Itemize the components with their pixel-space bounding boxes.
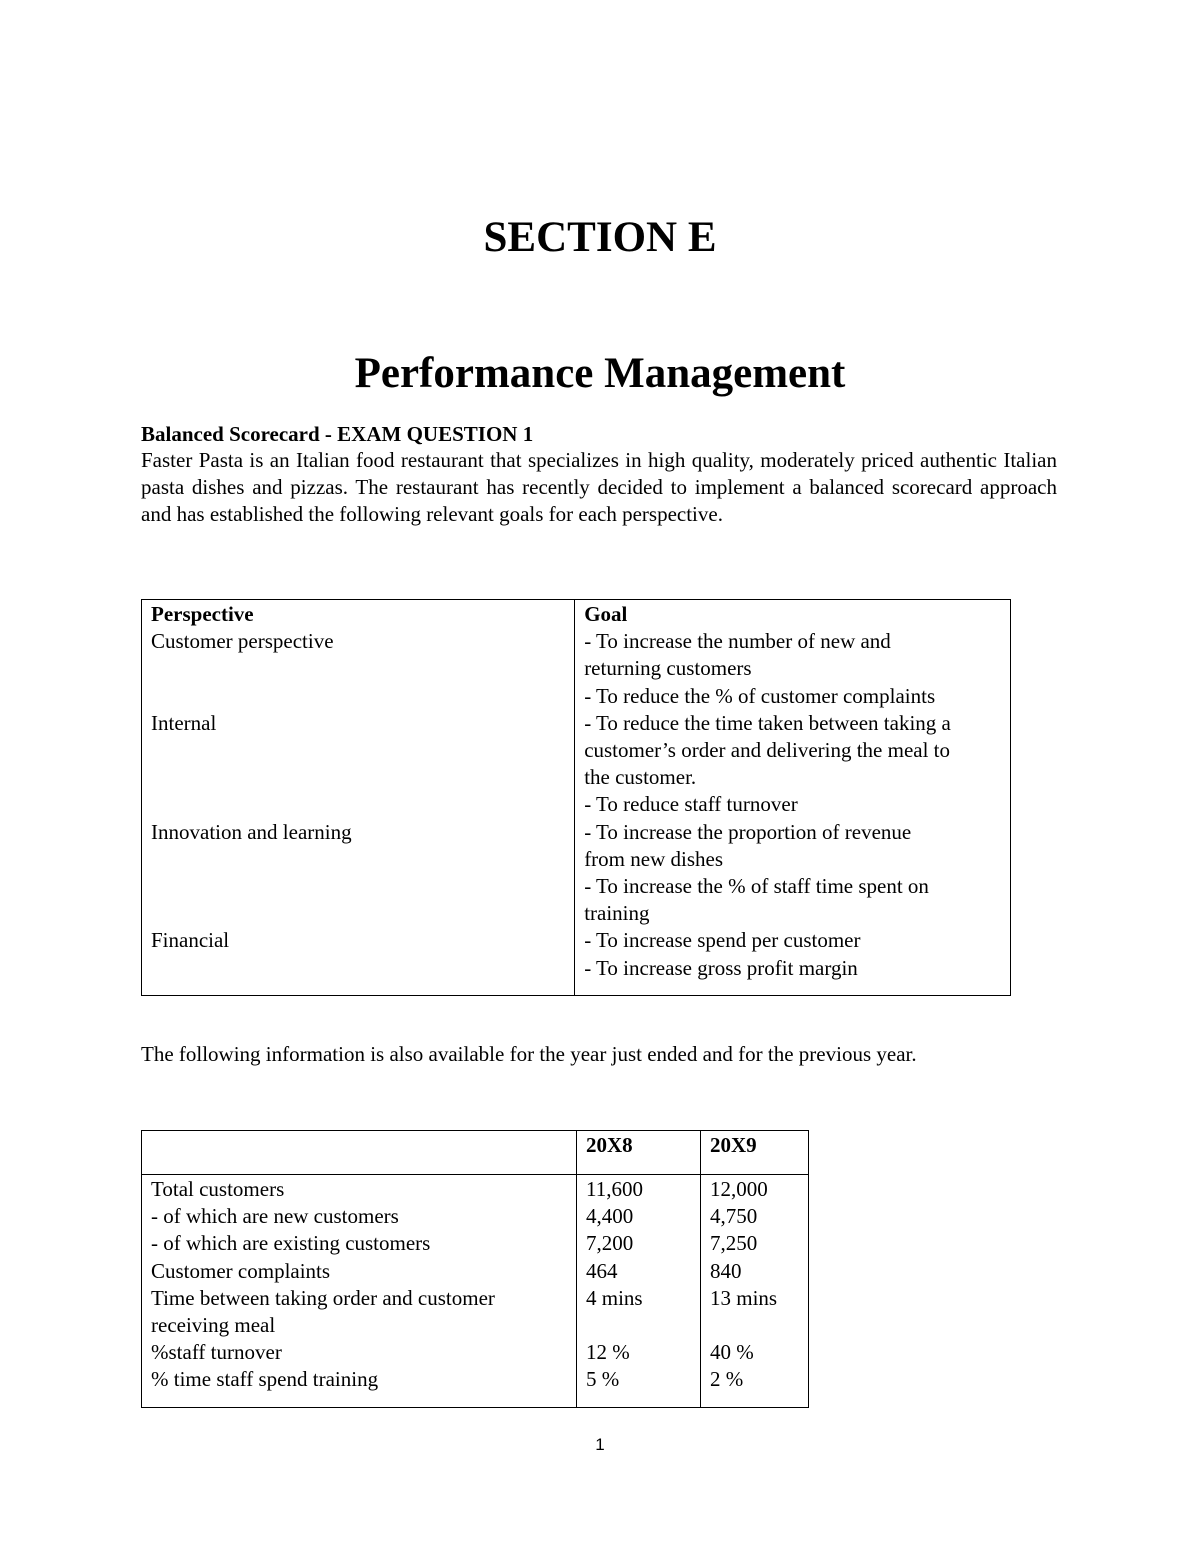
text-line: receiving meal [151,1313,276,1338]
text-line: - To reduce the time taken between taking a [584,710,951,735]
text-line: Customer complaints [151,1258,331,1283]
text-line: Innovation and learning [151,819,352,844]
text-line [151,900,565,927]
text-line: - To increase the proportion of revenue [584,819,912,844]
text-line: Total customers [151,1177,285,1201]
text-line: 13 mins [710,1285,778,1310]
label-column [142,1175,577,1408]
text-line: - To increase the number of new and [584,629,891,654]
text-line: - To reduce staff turnover [584,792,798,817]
text-line: 40 % [710,1340,754,1365]
text-line: 5 % [586,1367,620,1392]
text-line [151,791,565,818]
text-line: customer’s order and delivering the meal to [584,738,951,763]
text-line [151,846,565,873]
header-cell-20x9: 20X9 [701,1131,809,1175]
text-line: 4 mins [586,1285,643,1310]
text-line: training [584,901,650,926]
text-line: from new dishes [584,846,723,871]
section-title: SECTION E [483,214,717,261]
col-20x9 [701,1175,809,1408]
text-line: - To increase gross profit margin [584,955,858,980]
text-line: % time staff spend training [151,1367,379,1392]
text-line: the customer. [584,765,697,790]
text-line: - To increase spend per customer [584,928,861,953]
header-cell-20x8: 20X8 [577,1131,701,1175]
intro-paragraph: Faster Pasta is an Italian food restaurant that specializes in high quality, moderately priced authentic Italian pasta dishes and pizzas. The restaurant has recently decided to implement a balanced scorecard approach and has established the following relevant goals for each perspective. [141,448,1057,526]
text-line: 11,600 [586,1177,643,1201]
goal-lines [584,628,1001,982]
text-line: 12 % [586,1340,630,1365]
text-line: %staff turnover [151,1340,282,1365]
text-line: Internal [151,710,217,735]
text-line: 2 % [710,1367,744,1392]
text-line [151,655,565,682]
text-line: returning customers [584,656,752,681]
text-line: - To increase the % of staff time spent on [584,874,929,899]
text-line [151,737,565,764]
text-line: 7,200 [586,1231,634,1256]
text-line: 840 [710,1258,742,1283]
goals-table-row [142,600,1011,996]
goal-column [575,600,1011,996]
text-line [151,873,565,900]
text-line [710,1312,799,1339]
label-lines [151,1176,567,1394]
text-line: Customer perspective [151,629,334,654]
text-line: 4,400 [586,1204,634,1229]
text-line: - To reduce the % of customer complaints [584,683,936,708]
page-number: 1 [595,1435,605,1454]
col-20x9-lines [710,1176,799,1394]
text-line: - of which are existing customers [151,1231,431,1256]
goals-table [141,599,1011,996]
text-line: Time between taking order and customer [151,1285,495,1310]
text-line: - of which are new customers [151,1204,399,1229]
text-line: Financial [151,928,230,953]
question-heading: Balanced Scorecard - EXAM QUESTION 1 [141,422,534,446]
perspective-column [142,600,575,996]
text-line: 464 [586,1258,618,1283]
data-table-body-row [142,1175,809,1408]
text-line: 12,000 [710,1177,768,1201]
col-20x8 [577,1175,701,1408]
data-table [141,1130,809,1408]
col-20x8-lines [586,1176,691,1394]
text-line: 7,250 [710,1231,758,1256]
text-line: 4,750 [710,1204,758,1229]
text-line [151,683,565,710]
header-cell-label [142,1131,577,1175]
perspective-header: Perspective [151,602,254,626]
data-table-header-row [142,1131,809,1175]
text-line [586,1312,691,1339]
following-info-text: The following information is also available for the year just ended and for the previous year. [141,1042,917,1066]
perspective-lines [151,628,565,954]
text-line [151,764,565,791]
page-title: Performance Management [354,350,846,397]
goal-header: Goal [584,602,628,626]
